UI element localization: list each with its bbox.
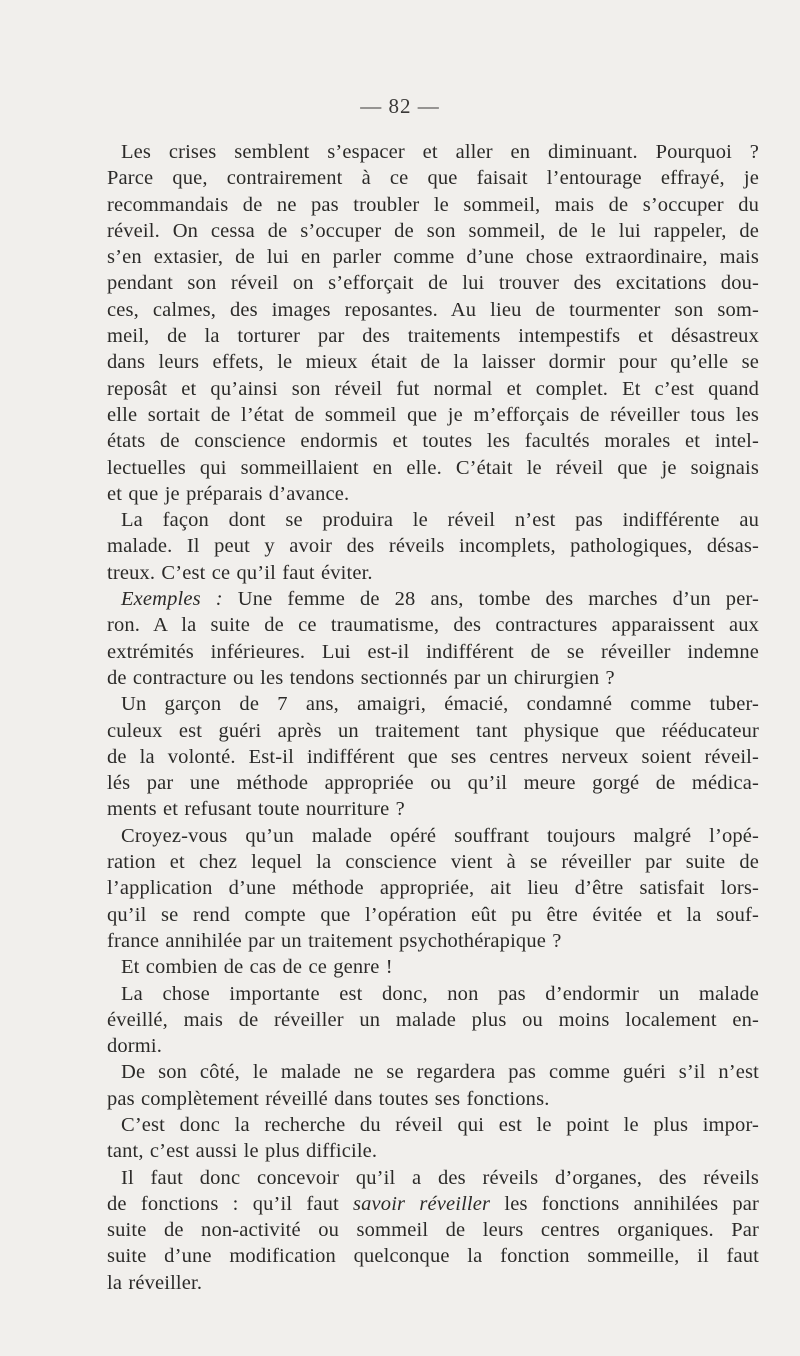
text-line-content: meil, de la torturer par des traitements intempestifs et désastreux	[107, 325, 759, 348]
text-line-content: suite de non-activité ou sommeil de leurs centres organiques. Par	[107, 1219, 759, 1242]
italic-phrase: Exemples :	[121, 588, 223, 611]
text-line-content: tant, c’est aussi le plus difficile.	[107, 1140, 378, 1163]
text-line	[107, 1243, 759, 1269]
text-line	[107, 928, 759, 954]
text-line	[107, 1112, 759, 1138]
text-line-content: suite d’une modification quelconque la fonction sommeille, il faut	[107, 1245, 759, 1268]
text-line	[107, 323, 759, 349]
text-line-content: La chose importante est donc, non pas d’endormir un malade	[121, 982, 759, 1005]
text-line	[107, 1191, 759, 1217]
text-line-content: et que je préparais d’avance.	[107, 482, 350, 505]
italic-phrase: savoir réveiller	[353, 1192, 491, 1215]
text-line	[107, 297, 759, 323]
text-line-content: pas complètement réveillé dans toutes ses fonctions.	[107, 1087, 550, 1110]
text-line-content: ces, calmes, des images reposantes. Au lieu de tourmenter son som-	[107, 298, 759, 321]
text-line-prefix: de fonctions : qu’il faut	[107, 1192, 354, 1215]
text-line	[107, 744, 759, 770]
text-line	[107, 402, 759, 428]
text-line-content: ration et chez lequel la conscience vient à se réveiller par suite de	[107, 851, 759, 874]
text-line-content: les fonctions annihilées par	[490, 1192, 759, 1215]
text-line	[107, 1086, 759, 1112]
text-line	[107, 770, 759, 796]
text-line-content: s’en extasier, de lui en parler comme d’une chose extraordinaire, mais	[107, 246, 759, 269]
text-line	[107, 954, 759, 980]
text-line-content: éveillé, mais de réveiller un malade plus ou moins localement en-	[107, 1008, 759, 1031]
text-line-content: extrémités inférieures. Lui est-il indifférent de se réveiller indemne	[107, 640, 759, 663]
text-line-content: reposât et qu’ainsi son réveil fut normal et complet. Et c’est quand	[107, 377, 759, 400]
text-line-content: états de conscience endormis et toutes les facultés morales et intel-	[107, 430, 759, 453]
text-line-content: Il faut donc concevoir qu’il a des réveils d’organes, des réveils	[121, 1166, 759, 1189]
text-line-content: Parce que, contrairement à ce que faisait l’entourage effrayé, je	[107, 167, 759, 190]
text-line-content: Une femme de 28 ans, tombe des marches d’un per-	[222, 588, 759, 611]
text-line	[107, 981, 759, 1007]
text-line-content: Et combien de cas de ce genre !	[121, 956, 393, 979]
text-line	[107, 1165, 759, 1191]
text-line-content: Croyez-vous qu’un malade opéré souffrant toujours malgré l’opé-	[121, 824, 759, 847]
text-line-content: qu’il se rend compte que l’opération eût pu être évitée et la souf-	[107, 903, 759, 926]
text-line	[107, 270, 759, 296]
text-line-content: france annihilée par un traitement psychothérapique ?	[107, 929, 562, 952]
text-line	[107, 796, 759, 822]
text-line	[107, 428, 759, 454]
text-line-content: lés par une méthode appropriée ou qu’il meure gorgé de médica-	[107, 772, 759, 795]
text-line	[107, 691, 759, 717]
text-line	[107, 718, 759, 744]
body-text	[107, 139, 759, 1296]
text-line	[107, 849, 759, 875]
text-line-content: de contracture ou les tendons sectionnés par un chirurgien ?	[107, 666, 615, 689]
text-line-content: la réveiller.	[107, 1271, 203, 1294]
text-line	[107, 1007, 759, 1033]
text-line-content: ron. A la suite de ce traumatisme, des contractures apparaissent aux	[107, 614, 759, 637]
text-line-content: culeux est guéri après un traitement tant physique que rééducateur	[107, 719, 759, 742]
text-line	[107, 481, 759, 507]
text-line	[107, 244, 759, 270]
text-line	[107, 1059, 759, 1085]
text-line-content: lectuelles qui sommeillaient en elle. C’était le réveil que je soignais	[107, 456, 759, 479]
text-line-content: Un garçon de 7 ans, amaigri, émacié, condamné comme tuber-	[121, 693, 759, 716]
text-line	[107, 1033, 759, 1059]
page-number: — 82 —	[360, 94, 440, 118]
text-line-content: De son côté, le malade ne se regardera pas comme guéri s’il n’est	[121, 1061, 759, 1084]
text-line	[107, 376, 759, 402]
text-line	[107, 507, 759, 533]
text-line-content: elle sortait de l’état de sommeil que je m’efforçais de réveiller tous les	[107, 403, 759, 426]
text-line-content: Les crises semblent s’espacer et aller en diminuant. Pourquoi ?	[121, 141, 759, 163]
text-line-content: ments et refusant toute nourriture ?	[107, 798, 405, 821]
text-line-content: de la volonté. Est-il indifférent que ses centres nerveux soient réveil-	[107, 745, 759, 768]
text-line	[107, 560, 759, 586]
text-line	[107, 455, 759, 481]
text-line-content: treux. C’est ce qu’il faut éviter.	[107, 561, 373, 584]
text-line	[107, 533, 759, 559]
text-line	[107, 349, 759, 375]
text-line	[107, 665, 759, 691]
text-line-content: dans leurs effets, le mieux était de la laisser dormir pour qu’elle se	[107, 351, 759, 374]
text-line	[107, 823, 759, 849]
text-line-content: pendant son réveil on s’efforçait de lui trouver des excitations dou-	[107, 272, 759, 295]
text-line	[107, 192, 759, 218]
text-line-content: l’application d’une méthode appropriée, ait lieu d’être satisfait lors-	[107, 877, 759, 900]
text-line	[107, 1270, 759, 1296]
text-line	[107, 218, 759, 244]
text-line-content: recommandais de ne pas troubler le sommeil, mais de s’occuper du	[107, 193, 759, 216]
text-line	[107, 139, 759, 165]
text-line-content: réveil. On cessa de s’occuper de son sommeil, de le lui rappeler, de	[107, 219, 759, 242]
text-line-content: malade. Il peut y avoir des réveils incomplets, pathologiques, désas-	[107, 535, 759, 558]
text-line	[107, 902, 759, 928]
text-line	[107, 612, 759, 638]
text-line-content: La façon dont se produira le réveil n’est pas indifférente au	[121, 509, 759, 532]
text-line	[107, 586, 759, 612]
text-line	[107, 875, 759, 901]
text-line-content: C’est donc la recherche du réveil qui est le point le plus impor-	[121, 1113, 759, 1136]
text-line	[107, 165, 759, 191]
text-line	[107, 1217, 759, 1243]
text-line	[107, 639, 759, 665]
text-line-content: dormi.	[107, 1035, 162, 1058]
text-line	[107, 1138, 759, 1164]
